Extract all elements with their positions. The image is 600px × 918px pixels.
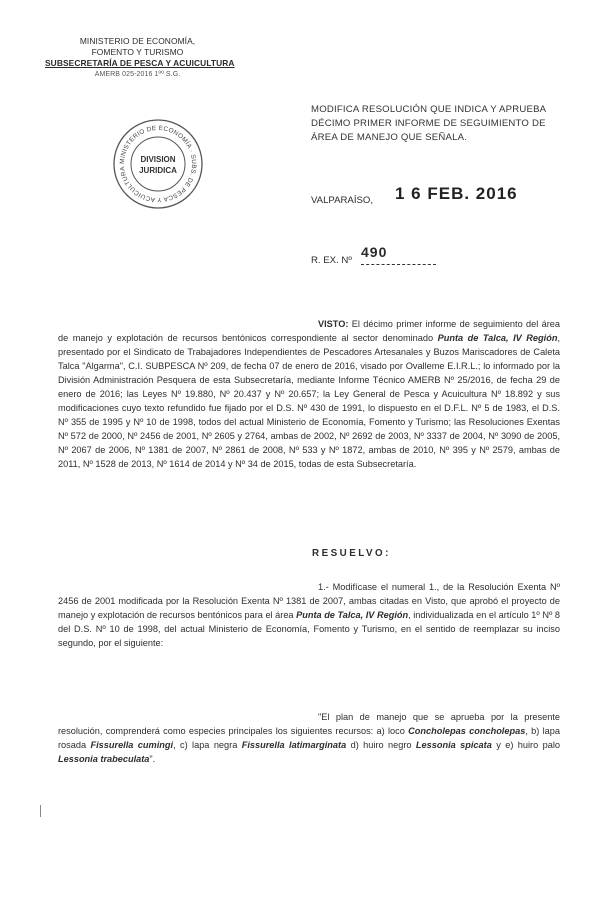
visto-place: Punta de Talca, IV Región [437,333,558,343]
quote-text-part3: , c) lapa negra [173,740,242,750]
replacement-text-quote [58,710,560,766]
exenta-number-row [311,244,471,268]
exenta-number: 490 [361,244,388,260]
quote-text-part4: d) huiro negro [346,740,416,750]
species-huiro-negro: Lessonia spicata [415,740,492,750]
date-stamp: 1 6 FEB. 2016 [395,184,518,203]
document-reference: AMERB 025-2016 1ºº S.G. [94,71,181,78]
article-1-paragraph [58,580,560,650]
visto-paragraph [58,317,560,471]
issuer-header [45,36,235,80]
stamp-ring-text: MINISTERIO DE ECONOMÍA · SUBS. DE PESCA Y ACUICULTURA [118,124,198,204]
date-row [311,184,571,210]
ministry-name-line1: MINISTERIO DE ECONOMÍA, [79,36,196,46]
species-lapa-rosada: Fissurella cumingi [90,740,174,750]
species-huiro-palo: Lessonia trabeculata [58,754,150,764]
visto-text-part1: El décimo primer informe de seguimiento del área de manejo y explotación de recursos bentónicos correspondiente al sector denominado [58,319,560,343]
exenta-label: R. EX. Nº [311,255,352,266]
stamp-center-line1: DIVISION [140,155,176,164]
stamp-outer-ring [114,120,202,208]
ministry-name-line2: FOMENTO Y TURISMO [91,47,184,57]
quote-text-part1: "El plan de manejo que se aprueba por la presente resolución, comprenderá como especies principales los siguientes recursos: a) loco [58,712,560,736]
subject-line2: DÉCIMO PRIMER INFORME DE SEGUIMIENTO DE [311,118,546,129]
quote-text-part5: y e) huiro palo [491,740,560,750]
resolution-subject [311,103,561,145]
subsecretaria-name: SUBSECRETARÍA DE PESCA Y ACUICULTURA [45,58,235,68]
article-1-place: Punta de Talca, IV Región [296,610,409,620]
margin-mark [40,805,41,817]
subject-line3: ÁREA DE MANEJO QUE SEÑALA. [311,132,468,143]
visto-lead: VISTO: [318,319,349,329]
exenta-underline [361,264,436,265]
resuelvo-heading: RESUELVO: [312,548,391,559]
quote-text-part2: , b) lapa rosada [58,726,561,750]
stamp-center-line2: JURIDICA [139,166,177,175]
species-lapa-negra: Fissurella latimarginata [241,740,347,750]
subject-line1: MODIFICA RESOLUCIÓN QUE INDICA Y APRUEBA [311,104,547,115]
article-1-text-part1: 1.- Modifícase el numeral 1., de la Resolución Exenta Nº 2456 de 2001 modificada por la Resolución Exenta Nº 1381 de 2007, ambas citadas en Visto, que aprobó el proyecto de manejo y explotación de recursos bentónicos para el área [58,582,560,620]
article-1-text-part2: , individualizada en el artículo 1º Nº 8 del D.S. Nº 10 de 1998, del actual Ministerio de Economía, Fomento y Turismo, en el sentido de reemplazar su inciso segundo, por el siguiente: [58,610,560,648]
place-label: VALPARAÍSO, [311,195,374,206]
stamp-inner-ring [131,137,185,191]
species-loco: Concholepas concholepas [408,726,526,736]
visto-text-part2: , presentado por el Sindicato de Trabajadores Independientes de Pescadores Artesanales y Buzos Mariscadores de Caleta Talca "Algarma", C.I. SUBPESCA Nº 209, de fecha 07 de enero de 2016, visado por Ovalleme E.I.R.L.; lo informado por la División Administración Pesquera de esta Subsecretaría, mediante Informe Técnico AMERB Nº 25/2016, de fecha 29 de enero de 2016; las Leyes Nº 19.880, Nº 20.437 y Nº 20.657; la Ley General de Pesca y Acuicultura Nº 18.892 y sus modificaciones cuyo texto refundido fue fijado por el D.S. Nº 430 de 1991, lo dispuesto en el D.F.L. Nº 5 de 1983, el D.S. Nº 355 de 1995 y Nº 10 de 1998, todos del actual Ministerio de Economía, Fomento y Turismo; las Resoluciones Exentas Nº 572 de 2000, Nº 2456 de 2001, Nº 2605 y 2764, ambas de 2002, Nº 2692 de 2003, Nº 3337 de 2004, Nº 3090 de 2005, Nº 2067 de 2006, Nº 1381 de 2007, Nº 2861 de 2008, Nº 533 y Nº 1872, ambas de 2010, Nº 395 y Nº 2579, ambas de 2011, Nº 1528 de 2013, Nº 1614 de 2014 y Nº 34 de 2015, todas de esta Subsecretaría. [58,333,560,469]
quote-text-part6: ". [149,754,156,764]
division-juridica-stamp [112,118,204,210]
